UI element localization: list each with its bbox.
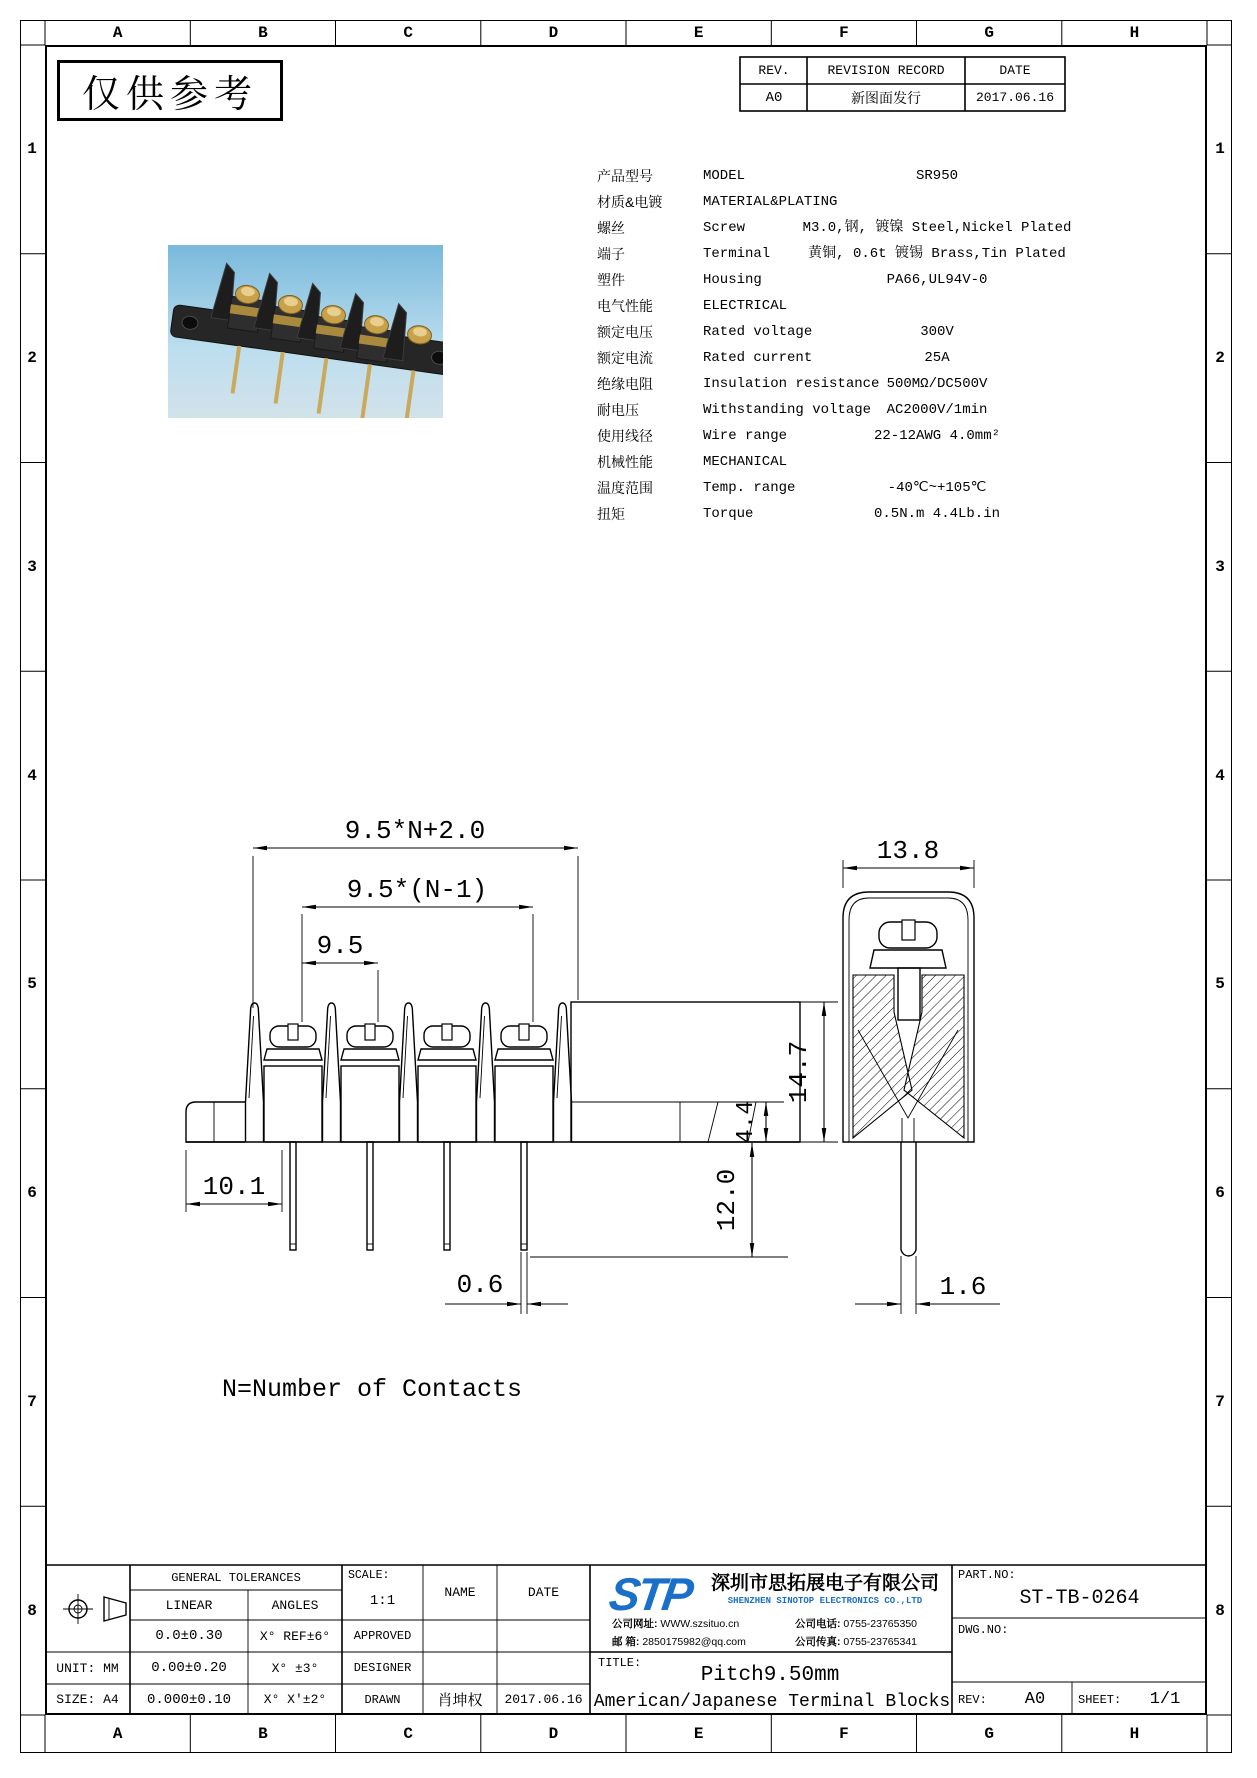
spec-row [597,293,1117,319]
spec-value: SR950 [915,168,958,184]
drawing-title-1: Pitch9.50mm [700,1663,840,1687]
spec-label-cn: 扭矩 [597,506,625,522]
rev-value: A0 [765,89,783,106]
spec-label-cn: 电气性能 [597,298,653,314]
spec-row [597,267,1117,293]
tol-angle-1: X° REF±6° [259,1628,331,1644]
spec-value: 25A [924,350,950,366]
row-label-right-1: 1 [1215,140,1225,159]
row-label-left-3: 3 [27,557,37,576]
fax-value: 0755-23765341 [843,1636,917,1648]
tol-angle-2: X° ±3° [271,1660,319,1676]
col-label-top-E: E [693,23,704,42]
spec-label-en: Temp. range [703,480,796,496]
spec-value: M3.0,钢, 镀镍 Steel,Nickel Plated [802,220,1072,236]
approved-label: APPROVED [353,1629,412,1643]
spec-row [597,345,1117,371]
row-label-left-6: 6 [27,1184,37,1203]
company-name-cn: 深圳市思拓展电子有限公司 [710,1572,939,1594]
dim-pin-side: 1.6 [939,1272,987,1302]
dim-pin-length: 12.0 [712,1168,742,1232]
row-label-left-4: 4 [27,766,37,785]
spec-value: -40℃~+105℃ [887,480,987,496]
scale-value: 1:1 [369,1593,396,1609]
angles-header: ANGLES [271,1597,319,1613]
watermark-text: 仅供参考 [81,74,258,116]
spec-label-en: Withstanding voltage [703,402,872,418]
spec-label-cn: 机械性能 [597,454,653,470]
spec-label-en: Rated voltage [703,324,813,340]
spec-row [597,501,1117,527]
col-label-bottom-B: B [258,1724,268,1743]
row-label-right-2: 2 [1215,349,1225,368]
spec-label-cn: 材质&电镀 [597,194,663,210]
row-label-right-7: 7 [1215,1392,1225,1411]
spec-row [597,215,1117,241]
tolerances-title: GENERAL TOLERANCES [171,1570,301,1585]
spec-value: 300V [920,324,954,340]
fax-label: 公司传真: [795,1636,841,1648]
company-mail [612,1634,746,1649]
rev-value-tb: A0 [1024,1690,1046,1709]
col-label-top-G: G [984,23,994,42]
designer-label: DESIGNER [353,1661,412,1675]
row-label-left-1: 1 [27,140,37,159]
name-header: NAME [444,1585,476,1600]
dim-centers: 9.5*(N-1) [346,875,488,905]
drawn-name: 肖坤权 [437,1692,483,1709]
spec-label-en: MATERIAL&PLATING [703,194,838,210]
spec-label-cn: 端子 [597,246,625,262]
spec-label-cn: 额定电流 [597,350,653,366]
row-label-right-4: 4 [1215,766,1225,785]
tel-value: 0755-23765350 [843,1618,917,1630]
spec-label-en: Wire range [703,428,788,444]
row-label-left-5: 5 [27,975,37,994]
spec-label-en: Rated current [703,350,813,366]
date-header-tb: DATE [527,1585,560,1600]
rev-header: REV. [758,63,790,78]
spec-row [597,241,1117,267]
spec-value: 0.5N.m 4.4Lb.in [873,506,1001,522]
dim-pitch: 9.5 [316,931,364,961]
mail-label: 邮 箱: [612,1636,640,1648]
revision-record-value: 新图面发行 [851,89,921,106]
size-label: SIZE: A4 [56,1692,119,1707]
row-label-right-3: 3 [1215,557,1225,576]
col-label-bottom-F: F [839,1724,849,1743]
tol-linear-2: 0.00±0.20 [151,1660,227,1676]
unit-label: UNIT: MM [56,1660,119,1676]
drawing-title-2: American/Japanese Terminal Blocks [593,1692,951,1712]
col-label-bottom-A: A [112,1724,123,1743]
dim-overall-length: 9.5*N+2.0 [344,816,486,846]
tol-linear-3: 0.000±0.10 [146,1691,231,1708]
spec-label-cn: 塑件 [597,272,625,288]
product-photo [168,245,443,418]
web-value: WWW.szsituo.cn [660,1618,740,1630]
title-label: TITLE: [598,1656,642,1670]
spec-value: 500MΩ/DC500V [886,376,988,392]
scale-label: SCALE: [348,1568,390,1582]
contacts-note: N=Number of Contacts [222,1375,523,1404]
col-label-top-C: C [403,23,413,42]
row-label-left-8: 8 [27,1601,37,1620]
spec-row [597,319,1117,345]
spec-value: 黄铜, 0.6t 镀锡 Brass,Tin Plated [808,246,1066,262]
dim-pin-width: 0.6 [456,1270,504,1300]
spec-label-en: MECHANICAL [703,454,788,470]
spec-value: PA66,UL94V-0 [886,272,988,288]
row-label-right-6: 6 [1215,1184,1225,1203]
spec-label-cn: 使用线径 [597,428,653,444]
watermark-box [57,60,283,121]
spec-value: AC2000V/1min [886,402,988,418]
tol-angle-3: X° X'±2° [263,1692,327,1707]
date-header: DATE [999,63,1031,78]
spec-row [597,189,1117,215]
company-logo: STP [606,1568,694,1620]
spec-row [597,475,1117,501]
dim-height: 14.7 [784,1040,814,1104]
spec-label-cn: 温度范围 [597,480,653,496]
web-label: 公司网址: [612,1618,658,1630]
col-label-top-H: H [1129,23,1140,42]
spec-row [597,423,1117,449]
terminal-block-photo-art [168,245,443,418]
dim-flange: 10.1 [202,1172,266,1202]
company-tel [795,1616,917,1631]
spec-label-cn: 产品型号 [597,168,653,184]
linear-header: LINEAR [165,1597,213,1613]
row-label-left-7: 7 [27,1392,37,1411]
col-label-top-A: A [112,23,123,42]
spec-label-cn: 额定电压 [597,324,653,340]
spec-label-cn: 耐电压 [597,402,639,418]
mail-value: 2850175982@qq.com [642,1636,746,1648]
spec-label-cn: 螺丝 [597,220,625,236]
col-label-bottom-C: C [403,1724,413,1743]
col-label-bottom-H: H [1129,1724,1140,1743]
spec-row [597,371,1117,397]
company-name-en: SHENZHEN SINOTOP ELECTRONICS CO.,LTD [727,1596,923,1606]
spec-value: 22-12AWG 4.0mm² [873,428,1001,444]
row-label-right-8: 8 [1215,1601,1225,1620]
spec-label-cn: 绝缘电阻 [597,376,653,392]
spec-label-en: Terminal [703,246,771,262]
col-label-bottom-D: D [548,1724,559,1743]
col-label-top-D: D [548,23,559,42]
col-label-top-F: F [839,23,849,42]
spec-row [597,397,1117,423]
row-label-left-2: 2 [27,349,37,368]
tel-label: 公司电话: [795,1618,841,1630]
dim-ear-height: 4.4 [733,1100,760,1144]
sheet-label: SHEET: [1078,1692,1122,1707]
dim-depth: 13.8 [876,836,940,866]
tol-linear-1: 0.0±0.30 [155,1628,223,1644]
spec-label-en: Torque [703,506,754,522]
col-label-bottom-E: E [693,1724,704,1743]
spec-row [597,449,1117,475]
spec-label-en: MODEL [703,168,746,184]
part-no-label: PART.NO: [958,1568,1016,1582]
col-label-bottom-G: G [984,1724,994,1743]
drawn-label: DRAWN [364,1692,401,1707]
part-no-value: ST-TB-0264 [1019,1586,1140,1610]
spec-label-en: Screw [703,220,746,236]
company-web [612,1616,739,1631]
spec-row [597,163,1117,189]
revision-record-header: REVISION RECORD [827,63,945,78]
rev-label-tb: REV: [958,1692,987,1707]
dwg-no-label: DWG.NO: [958,1623,1009,1637]
spec-label-en: ELECTRICAL [703,298,788,314]
spec-label-en: Insulation resistance [703,376,880,392]
company-fax [795,1634,917,1649]
col-label-top-B: B [258,23,268,42]
revision-date-value: 2017.06.16 [975,90,1054,105]
spec-label-en: Housing [703,272,762,288]
drawn-date: 2017.06.16 [504,1692,583,1707]
row-label-right-5: 5 [1215,975,1225,994]
sheet-value: 1/1 [1149,1690,1181,1709]
